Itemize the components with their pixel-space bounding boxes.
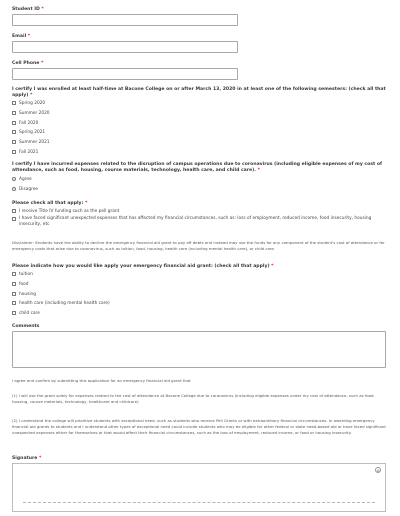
agreement-clause-1: (1) I will use the grant solely for expenses related to the cost of attendance at Bacone College due to coronavirus (including eligible expenses under my cost of attendance, such as food, housing, course materials, technology, healthcare and childcare) bbox=[12, 393, 375, 404]
enrollment-option-summer-2021[interactable]: Summer 2021 bbox=[12, 139, 50, 145]
enrollment-option-summer-2020[interactable]: Summer 2020 bbox=[12, 110, 50, 116]
usage-option-health-care[interactable]: health care (including mental health care) bbox=[12, 300, 110, 306]
cell-phone-input[interactable] bbox=[12, 68, 238, 80]
comments-label: Comments bbox=[12, 324, 40, 329]
agreement-intro: I agree and confirm by submitting this application for an emergency financial aid grant that bbox=[12, 378, 191, 383]
clear-signature-icon[interactable]: ⊗ bbox=[376, 468, 380, 473]
checkbox[interactable] bbox=[12, 217, 16, 221]
radio[interactable] bbox=[12, 177, 16, 181]
email-input[interactable] bbox=[12, 41, 238, 53]
student-id-input[interactable] bbox=[12, 14, 238, 26]
checkbox[interactable] bbox=[12, 101, 16, 105]
checkbox[interactable] bbox=[12, 111, 16, 115]
checkbox[interactable] bbox=[12, 311, 16, 315]
apply-question: Please check all that apply: * bbox=[12, 201, 88, 206]
signature-label: Signature * bbox=[12, 456, 42, 461]
checkbox[interactable] bbox=[12, 150, 16, 154]
signature-pad[interactable] bbox=[12, 463, 386, 512]
enrollment-option-spring-2020[interactable]: Spring 2020 bbox=[12, 100, 45, 106]
cell-phone-label: Cell Phone * bbox=[12, 61, 44, 66]
expenses-question: I certify I have incurred expenses related to the disruption of campus operations due to coronavirus (including eligible expenses of my cost of attendance, such as food, housing, course materials, technology, health care, and child care). * bbox=[12, 162, 382, 173]
enrollment-option-fall-2020[interactable]: Fall 2020 bbox=[12, 120, 38, 126]
disclaimer-text: Disclaimer: Students have the ability to decline the emergency financial aid grant to pay off debts and instead may use the funds for any component of the student's cost of attendance or for emergency costs that arise due to coronavirus, such as tuition, food, housing, health care (including mental health care), or child care. bbox=[12, 240, 385, 251]
expenses-option-disagree[interactable]: Disagree bbox=[12, 186, 38, 192]
usage-option-tuition[interactable]: tuition bbox=[12, 271, 33, 277]
checkbox[interactable] bbox=[12, 272, 16, 276]
checkbox[interactable] bbox=[12, 130, 16, 134]
usage-option-housing[interactable]: housing bbox=[12, 291, 36, 297]
checkbox[interactable] bbox=[12, 121, 16, 125]
usage-option-child-care[interactable]: child care bbox=[12, 310, 40, 316]
email-label: Email * bbox=[12, 34, 31, 39]
usage-question: Please indicate how you would like apply your emergency financial aid grant: (check all that apply) * bbox=[12, 264, 274, 269]
agreement-clause-2: (2) I understand the college will prioritize students with exceptional need, such as students who receive Pell Grants or with extraordinary financial circumstances. In awarding emergency financial aid grants to students and I understand other types of exceptional need could include students who may be eligible for other federal or state need-based aid or have faced significant unexpected expenses either for themselves or that would affect their financial circumstances, such as the loss of employment, reduced income, or food or housing insecurity. bbox=[12, 418, 386, 435]
signature-line bbox=[23, 502, 375, 503]
checkbox[interactable] bbox=[12, 292, 16, 296]
checkbox[interactable] bbox=[12, 301, 16, 305]
enrollment-question: I certify I was enrolled at least half-time at Bacone College on or after March 13, 2020 in at least one of the following semesters: (check all that apply) * bbox=[12, 87, 386, 98]
apply-option-title-iv[interactable]: I receive Title IV funding such as the pell grant bbox=[12, 208, 119, 214]
expenses-option-agree[interactable]: Agree bbox=[12, 176, 32, 182]
checkbox[interactable] bbox=[12, 282, 16, 286]
student-id-label: Student ID * bbox=[12, 7, 44, 12]
checkbox[interactable] bbox=[12, 140, 16, 144]
enrollment-option-spring-2021[interactable]: Spring 2021 bbox=[12, 129, 45, 135]
radio[interactable] bbox=[12, 187, 16, 191]
usage-option-food[interactable]: food bbox=[12, 281, 29, 287]
comments-textarea[interactable] bbox=[12, 331, 386, 368]
checkbox[interactable] bbox=[12, 209, 16, 213]
apply-option-unexpected-expenses[interactable]: I have faced significant unexpected expenses that has affected my financial circumstances, such as: loss of employment, reduced income, food insecurity, housing insecurity, etc bbox=[12, 216, 388, 228]
enrollment-option-fall-2021[interactable]: Fall 2021 bbox=[12, 149, 38, 155]
